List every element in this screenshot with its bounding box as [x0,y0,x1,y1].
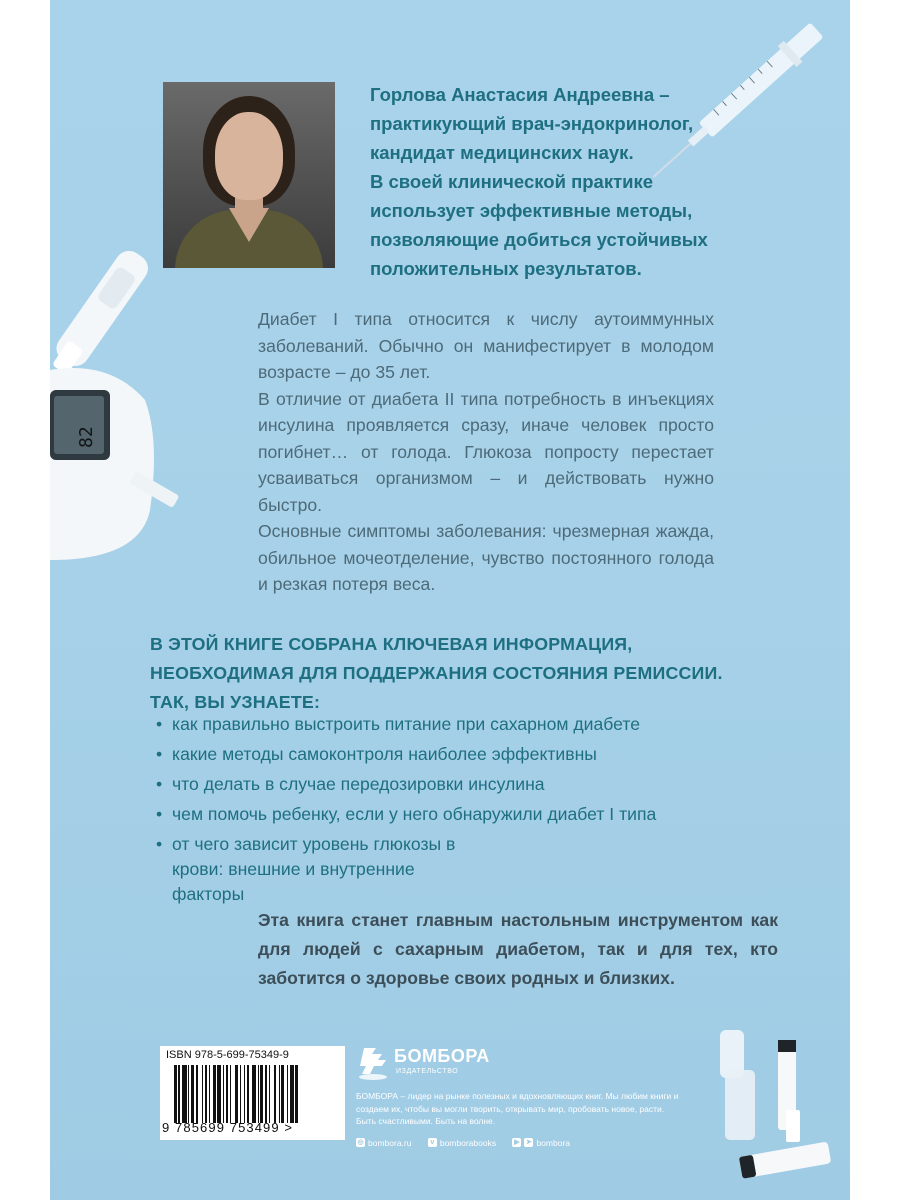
list-item [150,742,750,767]
bullet-marker: • [156,774,163,794]
bullet-list [150,712,750,912]
svg-text:82: 82 [76,426,97,448]
bombora-logo-icon [356,1044,390,1082]
bullet-marker: • [156,714,163,734]
publisher-name: БОМБОРА [394,1046,490,1066]
social-yt-label: bombora [536,1137,571,1148]
list-item-text: какие методы самоконтроля наиболее эффективны [172,744,597,764]
social-site-label: bombora.ru [368,1137,412,1148]
list-item [150,802,750,827]
glucometer-illustration [50,360,190,570]
page-margin-right [850,0,900,1200]
page-margin-left [0,0,50,1200]
list-item-text: чем помочь ребенку, если у него обнаружили диабет I типа [172,804,657,824]
youtube-icon: ▶ [514,1139,520,1146]
bullet-marker: • [156,834,163,854]
social-site[interactable] [356,1138,411,1148]
bio-line: положительных результатов. [370,258,642,279]
social-youtube-telegram[interactable] [512,1138,570,1148]
bullet-marker: • [156,744,163,764]
barcode-bars [174,1065,334,1123]
list-item-text: что делать в случае передозировки инсулина [172,774,545,794]
description [258,306,714,598]
bio-line: кандидат медицинских наук. [370,142,634,163]
description-paragraph: В отличие от диабета II типа потребность в инъекциях инсулина проявляется сразу, иначе человек просто погибнет… от голода. Глюкоза попросту перестает усваиваться организмом – и действовать нужно быстро. [258,388,714,515]
barcode-digits: 9 785699 753499 > [162,1120,294,1135]
book-back-cover [50,0,850,1200]
publisher-about: БОМБОРА – лидер на рынке полезных и вдохновляющих книг. Мы любим книги и создаем их, чтобы вы могли творить, открывать мир, пробовать новое, расти. Быть счастливыми. Быть на волне. [356,1091,679,1126]
heading-line: ТАК, ВЫ УЗНАЕТЕ: [150,692,321,712]
bio-line: практикующий врач-эндокринолог, [370,113,694,134]
publisher-socials [356,1136,686,1148]
description-paragraph: Основные симптомы заболевания: чрезмерная жажда, обильное мочеотделение, чувство постоянного голода и резкая потеря веса. [258,521,714,594]
author-photo [163,82,335,268]
bio-line: В своей клинической практике [370,171,654,192]
list-item [150,712,750,737]
social-vk-label: bomborabooks [439,1137,497,1148]
key-info-heading [150,630,790,717]
publisher-subtitle: ИЗДАТЕЛЬСТВО [396,1068,459,1075]
isbn-label: ISBN 978-5-699-75349-9 [166,1049,289,1061]
insulin-vials-illustration [680,1020,850,1200]
heading-line: НЕОБХОДИМАЯ ДЛЯ ПОДДЕРЖАНИЯ СОСТОЯНИЯ РЕМИССИИ. [150,663,723,683]
telegram-icon: ➤ [526,1139,532,1146]
vk-icon: v [428,1138,437,1147]
barcode-bar [298,1065,299,1123]
bio-line: использует эффективные методы, [370,200,693,221]
closing-statement: Эта книга станет главным настольным инструментом как для людей с сахарным диабетом, так и для тех, кто заботится о здоровье своих родных и близких. [258,910,778,988]
author-bio [370,80,790,283]
social-vk[interactable] [428,1138,496,1148]
bullet-marker: • [156,804,163,824]
bio-line: Горлова Анастасия Андреевна – [370,84,670,105]
list-item-text: как правильно выстроить питание при сахарном диабете [172,714,640,734]
description-paragraph: Диабет I типа относится к числу аутоиммунных заболеваний. Обычно он манифестирует в молодом возрасте – до 35 лет. [258,309,714,382]
list-item [150,772,750,797]
list-item-text: от чего зависит уровень глюкозы в крови: внешние и внутренние факторы [172,834,456,904]
bio-line: позволяющие добиться устойчивых [370,229,708,250]
list-item [150,832,472,907]
instagram-icon: ◎ [357,1139,364,1146]
heading-line: В ЭТОЙ КНИГЕ СОБРАНА КЛЮЧЕВАЯ ИНФОРМАЦИЯ, [150,634,633,654]
isbn-barcode [160,1046,345,1140]
